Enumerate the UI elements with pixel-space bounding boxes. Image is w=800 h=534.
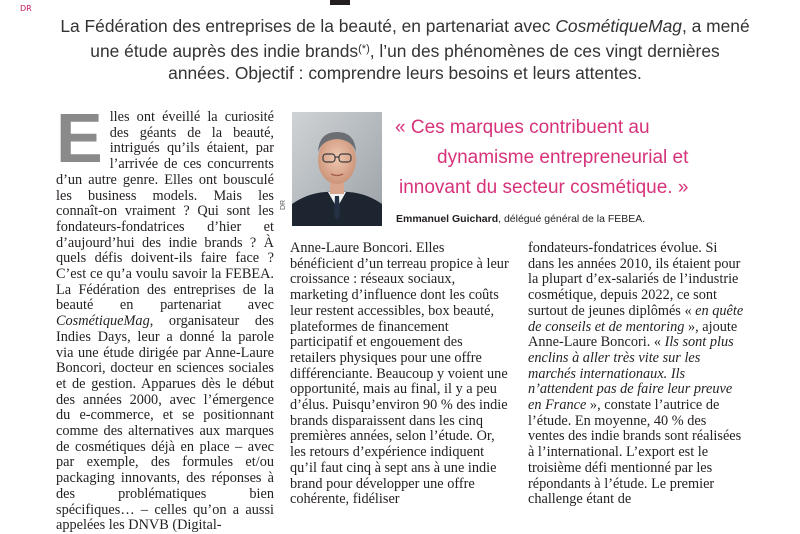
pull-quote-line-3: innovant du secteur cosmétique. » bbox=[399, 177, 689, 198]
column3-text-a: fondateurs-fondatrices évolue. Si dans les années 2010, ils étaient pour la plupart d’ex-salariés de l’industrie cosmétique, depuis 2022, ce sont surtout de jeunes diplômés « bbox=[528, 240, 741, 319]
footnote-mark: (*) bbox=[358, 42, 370, 55]
pull-quote bbox=[395, 113, 740, 203]
column3-text-c: », constate l’autrice de l’étude. En moyenne, 40 % des ventes des indie brands sont réalisées à l’international. L’export est le troisième défi mentionné par les répondants à l’étude. Le premier challenge étant de bbox=[528, 397, 742, 508]
intro-magazine-name: CosmétiqueMag bbox=[555, 16, 682, 36]
column3-italic-1: en quête de conseils et de mentoring bbox=[528, 302, 744, 335]
intro-text-1: La Fédération des entreprises de la beauté, en partenariat avec bbox=[60, 16, 556, 36]
attribution-role: , délégué général de la FEBEA. bbox=[498, 213, 646, 225]
portrait-image bbox=[292, 112, 382, 226]
quote-attribution bbox=[396, 213, 645, 225]
article-column-2 bbox=[290, 241, 510, 508]
pull-quote-line-2: dynamisme entrepreneurial et bbox=[437, 147, 689, 168]
attribution-name: Emmanuel Guichard bbox=[396, 213, 499, 225]
column3-italic-2: Ils sont plus enclins à aller très vite sur les marchés internationaux. Ils n’attendent pas de faire leur preuve en France bbox=[528, 334, 734, 414]
drop-cap: E bbox=[56, 99, 103, 177]
article-column-1 bbox=[56, 99, 274, 534]
pull-quote-line-1: « Ces marques contribuent au bbox=[395, 117, 650, 138]
photo-credit: DR bbox=[280, 199, 287, 210]
page-tag: DR bbox=[20, 4, 32, 13]
column3-text-b: », ajoute Anne-Laure Boncori. « bbox=[528, 318, 738, 351]
intro-text-2: , a mené une étude auprès des indie brands bbox=[90, 16, 750, 61]
intro-text-3: , l’un des phénomènes de ces vingt dernières années. Objectif : comprendre leurs besoins et leurs attentes. bbox=[168, 40, 720, 83]
column1-text-a: lles ont éveillé la curiosité des géants de la beauté, intrigués qu’ils étaient, par l’arrivée de ces concurrents d’un autre genre. Elles ont bousculé les business models. Mais les connaît-on vraiment ? Qui sont les fondateurs-fondatrices d’hier et d’aujourd’hui des indie brands ? À quels défis doivent-ils faire face ? C’est ce qu’a voulu savoir la FEBEA. La Fédération des entreprises de la beauté en partenariat avec bbox=[56, 109, 274, 314]
header-rule-mark bbox=[330, 0, 350, 5]
portrait-photo bbox=[292, 112, 382, 226]
article-column-3 bbox=[528, 241, 746, 508]
column2-text: Anne-Laure Boncori. Elles bénéficient d’un terreau propice à leur croissance : réseaux sociaux, marketing d’influence dont les coûts leur restent accessibles, box beauté, plateformes de financement participatif et engouement des retailers physiques pour une offre différenciante. Beaucoup y voient une opportunité, mais au final, il y a peu d’élus. Puisqu’environ 90 % des indie brands disparaissent dans les cinq premières années, selon l’étude. Or, les retours d’expérience indiquent qu’il faut cinq à sept ans à une indie brand pour développer une offre cohérente, fidéliser bbox=[290, 240, 509, 508]
column1-magazine-name: CosmétiqueMag bbox=[56, 313, 150, 330]
column1-text-b: , organisateur des Indies Days, leur a donné la parole via une étude dirigée par Anne-Laure Boncori, docteur en sciences sociales et de gestion. Apparues dès le début des années 2000, avec l’émergence du e-commerce, et se positionnant comme des alternatives aux marques de cosmétiques déjà en place – avec par exemple, des formules et/ou packaging innovants, des réponses à des problématiques bien spécifiques… – celles qu’on a aussi appelées les DNVB (Digital- bbox=[56, 313, 274, 534]
intro-paragraph bbox=[60, 15, 750, 85]
